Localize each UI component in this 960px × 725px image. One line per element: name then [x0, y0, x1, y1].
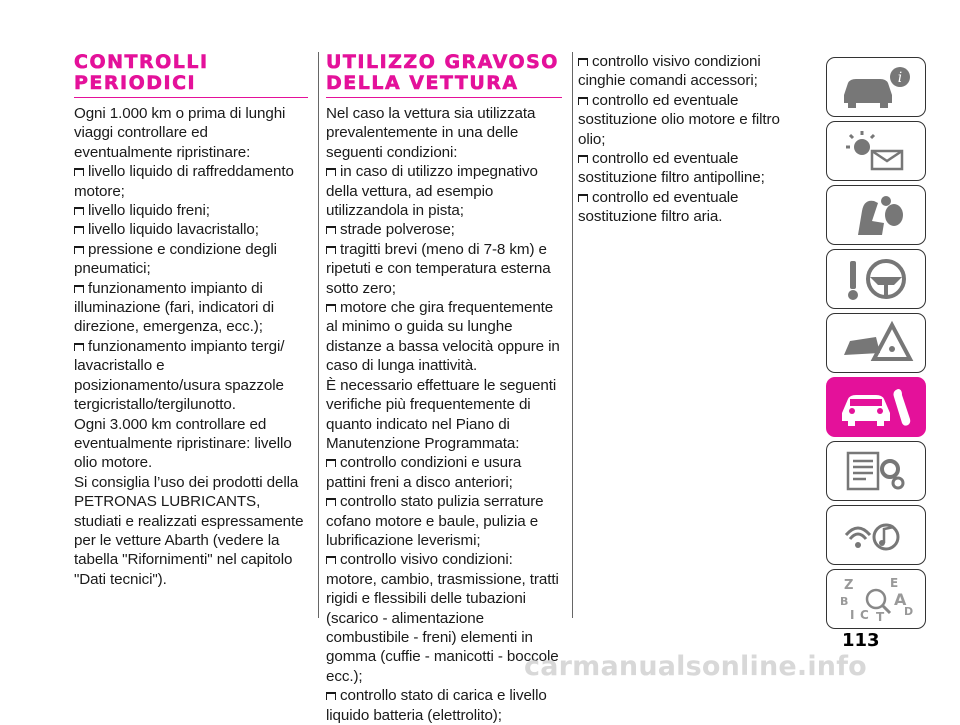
tab-car-info[interactable]	[826, 57, 926, 117]
page-number: 113	[842, 630, 880, 651]
list-item: controllo ed eventuale sostituzione olio motore e filtro olio;	[578, 91, 780, 148]
list-item: controllo visivo condizioni: motore, cambio, trasmissione, tratti rigidi e flessibili delle tubazioni (scarico - alimentazione combustibile - freni) elementi in gomma (cuffie - manicotti - boccole ecc.);	[326, 551, 559, 685]
intro-paragraph: Nel caso la vettura sia utilizzata prevalentemente in una delle seguenti condizioni:	[326, 105, 536, 161]
svg-text:I: I	[850, 608, 855, 622]
svg-text:T: T	[876, 610, 885, 623]
bullet-icon	[578, 194, 588, 202]
tab-multimedia[interactable]	[826, 505, 926, 565]
bullet-icon	[74, 168, 84, 176]
column-middle	[326, 52, 562, 725]
check-list	[74, 162, 308, 414]
paragraph-petronas: Si consiglia l’uso dei prodotti della PETRONAS LUBRICANTS, studiati e realizzati espressamente per le vetture Abarth (vedere la tabella "Rifornimenti" nel capitolo "Dati tecnici").	[74, 473, 304, 588]
bullet-icon	[578, 97, 588, 105]
warning-lights-icon	[836, 127, 916, 175]
emergency-warning-icon	[836, 319, 916, 367]
tab-technical-data[interactable]	[826, 441, 926, 501]
tab-index[interactable]	[826, 569, 926, 629]
tab-safety[interactable]	[826, 185, 926, 245]
bullet-icon	[578, 155, 588, 163]
column-right	[578, 52, 806, 227]
bullet-icon	[578, 58, 588, 66]
svg-text:C: C	[860, 608, 869, 622]
list-item: controllo condizioni e usura pattini freni a disco anteriori;	[326, 454, 522, 491]
bullet-icon	[74, 207, 84, 215]
bullet-icon	[326, 226, 336, 234]
tab-maintenance[interactable]	[826, 377, 926, 437]
list-item: livello liquido di raffreddamento motore;	[74, 163, 294, 200]
car-maintenance-icon	[836, 383, 916, 431]
column-divider	[572, 52, 573, 618]
svg-text:E: E	[890, 576, 899, 590]
list-item: strade polverose;	[326, 220, 562, 239]
list-item: controllo ed eventuale sostituzione filtro antipolline;	[578, 150, 765, 187]
svg-text:D: D	[904, 605, 914, 618]
intro-paragraph: Ogni 1.000 km o prima di lunghi viaggi controllare ed eventualmente ripristinare:	[74, 105, 286, 161]
tab-emergency[interactable]	[826, 313, 926, 373]
car-info-icon	[836, 63, 916, 111]
chapter-tabs	[826, 57, 929, 633]
list-item: controllo ed eventuale sostituzione filtro aria.	[578, 188, 739, 226]
bullet-icon	[326, 692, 336, 700]
list-item: livello liquido lavacristallo;	[74, 220, 308, 239]
column-left	[74, 52, 308, 589]
technical-data-icon	[836, 447, 916, 495]
bullet-icon	[74, 343, 84, 351]
verification-list-continued	[578, 52, 806, 227]
svg-text:i: i	[897, 70, 903, 86]
bullet-icon	[74, 246, 84, 254]
bullet-icon	[326, 304, 336, 312]
list-item: in caso di utilizzo impegnativo della vettura, ad esempio utilizzandola in pista;	[326, 163, 538, 220]
bullet-icon	[326, 168, 336, 176]
heading-utilizzo-gravoso: UTILIZZO GRAVOSO DELLA VETTURA	[326, 52, 562, 98]
watermark: carmanualsonline.info	[524, 651, 867, 682]
list-item: funzionamento impianto di illuminazione (fari, indicatori di direzione, emergenza, ecc.);	[74, 279, 275, 336]
column-divider	[318, 52, 319, 618]
list-item: funzionamento impianto tergi/ lavacristallo e posizionamento/usura spazzole tergicristallo/tergilunotto.	[74, 337, 285, 414]
steering-wheel-key-icon	[836, 255, 916, 303]
conditions-list	[326, 162, 562, 375]
heading-controlli-periodici: CONTROLLI PERIODICI	[74, 52, 308, 98]
list-item: motore che gira frequentemente al minimo o guida su lunghe distanze a bassa velocità oppure in caso di lunga inattività.	[326, 299, 560, 375]
bullet-icon	[326, 246, 336, 254]
svg-text:B: B	[840, 595, 849, 608]
multimedia-icon	[836, 511, 916, 559]
list-item: tragitti brevi (meno di 7-8 km) e ripetuti e con temperatura esterna sotto zero;	[326, 240, 551, 297]
bullet-icon	[74, 285, 84, 293]
paragraph-verifiche: È necessario effettuare le seguenti verifiche più frequentemente di quanto indicato nel Piano di Manutenzione Programmata:	[326, 376, 557, 452]
list-item: pressione e condizione degli pneumatici;	[74, 240, 277, 278]
list-item: controllo stato pulizia serrature cofano motore e baule, pulizia e lubrificazione leverismi;	[326, 493, 544, 549]
airbag-seat-icon	[836, 191, 916, 239]
list-item: livello liquido freni;	[74, 201, 308, 220]
tab-warning-lights[interactable]	[826, 121, 926, 181]
list-item: controllo stato di carica e livello liquido batteria (elettrolito);	[326, 687, 547, 724]
index-letters-icon	[836, 575, 916, 623]
svg-text:Z: Z	[844, 578, 854, 593]
bullet-icon	[326, 556, 336, 564]
bullet-icon	[326, 498, 336, 506]
tab-starting-driving[interactable]	[826, 249, 926, 309]
bullet-icon	[326, 459, 336, 467]
paragraph-3000km: Ogni 3.000 km controllare ed eventualmente ripristinare: livello olio motore.	[74, 415, 292, 472]
bullet-icon	[74, 226, 84, 234]
list-item: controllo visivo condizioni cinghie comandi accessori;	[578, 53, 761, 90]
verification-list	[326, 453, 562, 725]
svg-text:A: A	[894, 590, 907, 609]
